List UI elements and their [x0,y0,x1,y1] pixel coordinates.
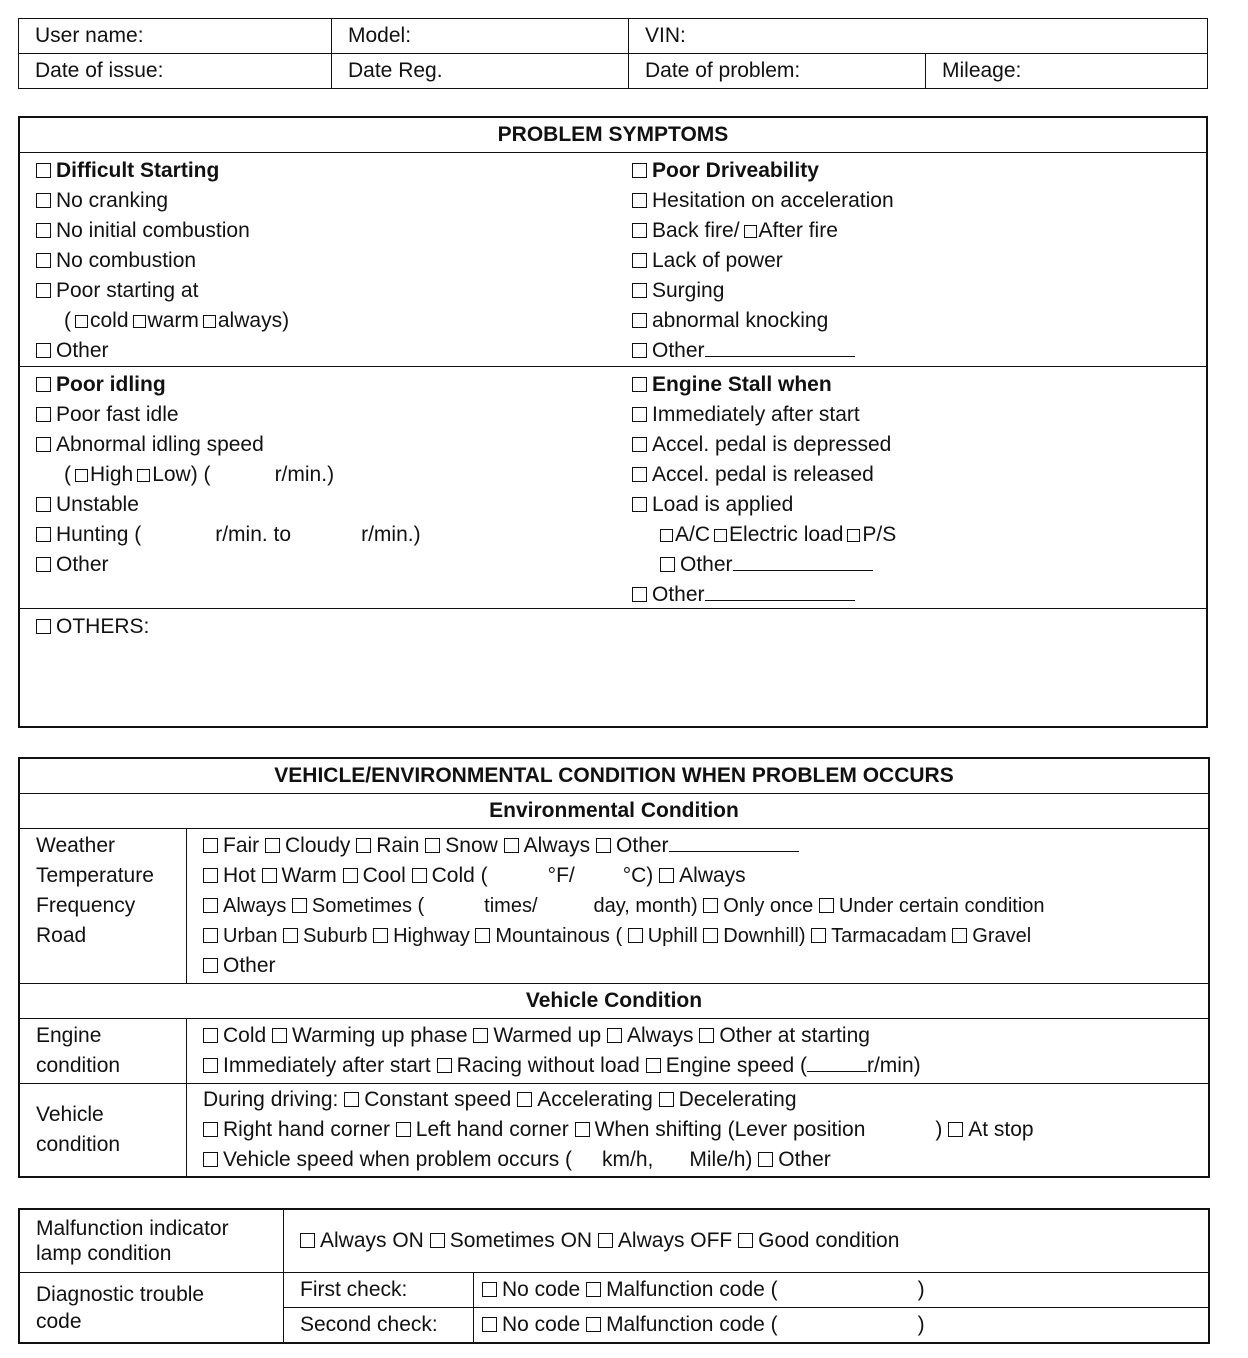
frequency-row: Always Sometimes ( times/ day, month) Only once Under certain condition [187,891,1208,921]
under-certain-checkbox[interactable] [819,898,834,913]
second-malfunction-code-checkbox[interactable] [586,1317,601,1332]
driveability-other-blank[interactable] [705,356,855,357]
temperature-row: Hot Warm Cool Cold ( °F/ °C) Always [187,861,1208,891]
constant-speed-checkbox[interactable] [344,1092,359,1107]
vehicle-speed-checkbox[interactable] [203,1152,218,1167]
snow-checkbox[interactable] [425,838,440,853]
eng-always-checkbox[interactable] [607,1028,622,1043]
hunting-checkbox[interactable] [36,527,51,542]
load-other-blank[interactable] [733,570,873,571]
racing-checkbox[interactable] [437,1058,452,1073]
mountainous-checkbox[interactable] [475,928,490,943]
high-checkbox[interactable] [75,469,88,482]
gravel-checkbox[interactable] [952,928,967,943]
date-reg-field[interactable]: Date Reg. [332,54,629,89]
vehicle-environmental-table [18,757,1210,1178]
eng-cold-checkbox[interactable] [203,1028,218,1043]
poor-driveability-checkbox[interactable] [632,163,647,178]
no-combustion-checkbox[interactable] [36,253,51,268]
accel-released-checkbox[interactable] [632,467,647,482]
road-row: Urban Suburb Highway Mountainous ( Uphill Downhill) Tarmacadam Gravel [187,921,1208,951]
highway-checkbox[interactable] [373,928,388,943]
header-table [18,18,1208,89]
divider [20,366,1206,367]
after-fire-checkbox[interactable] [744,225,757,238]
warming-up-checkbox[interactable] [272,1028,287,1043]
vehicle-condition-title: Vehicle Condition [19,984,1209,1019]
stall-other-checkbox[interactable] [632,587,647,602]
second-check-values: No code Malfunction code ( ) [474,1308,1210,1344]
sometimes-checkbox[interactable] [292,898,307,913]
at-stop-checkbox[interactable] [948,1122,963,1137]
surging-checkbox[interactable] [632,283,647,298]
poor-fast-idle-checkbox[interactable] [36,407,51,422]
right-corner-checkbox[interactable] [203,1122,218,1137]
first-no-code-checkbox[interactable] [482,1282,497,1297]
cold-checkbox[interactable] [412,868,427,883]
user-name-field[interactable]: User name: [19,19,332,54]
second-check-label: Second check: [284,1308,474,1344]
warm-checkbox[interactable] [262,868,277,883]
always-off-checkbox[interactable] [598,1233,613,1248]
freq-always-checkbox[interactable] [203,898,218,913]
cool-checkbox[interactable] [343,868,358,883]
accelerating-checkbox[interactable] [517,1092,532,1107]
only-once-checkbox[interactable] [703,898,718,913]
engine-speed-checkbox[interactable] [646,1058,661,1073]
warmed-up-checkbox[interactable] [473,1028,488,1043]
engine-stall-group: Engine Stall when Immediately after start Accel. pedal is depressed Accel. pedal is released Load is applied A/C Electric load P/S Other Other [632,370,896,610]
poor-starting-checkbox[interactable] [36,283,51,298]
temp-always-checkbox[interactable] [659,868,674,883]
cold-checkbox[interactable] [75,315,88,328]
low-checkbox[interactable] [137,469,150,482]
hesitation-checkbox[interactable] [632,193,647,208]
ps-checkbox[interactable] [847,529,860,542]
abnormal-idling-speed-checkbox[interactable] [36,437,51,452]
first-check-label: First check: [284,1273,474,1308]
weather-other-checkbox[interactable] [596,838,611,853]
difficult-starting-checkbox[interactable] [36,163,51,178]
first-malfunction-code-checkbox[interactable] [586,1282,601,1297]
road-other-row: Other [187,951,1208,981]
divider [20,608,1206,609]
load-applied-checkbox[interactable] [632,497,647,512]
electric-load-checkbox[interactable] [714,529,727,542]
vehicle-condition-label: Vehicle condition [19,1084,187,1178]
always-checkbox[interactable] [203,315,216,328]
other-at-starting-checkbox[interactable] [699,1028,714,1043]
env-condition-title: Environmental Condition [19,794,1209,829]
left-corner-checkbox[interactable] [396,1122,411,1137]
urban-checkbox[interactable] [203,928,218,943]
ac-checkbox[interactable] [660,529,673,542]
back-fire-checkbox[interactable] [632,223,647,238]
sometimes-on-checkbox[interactable] [430,1233,445,1248]
poor-idling-checkbox[interactable] [36,377,51,392]
problem-symptoms-section [18,116,1208,728]
cloudy-checkbox[interactable] [265,838,280,853]
env-values [187,829,1210,984]
lack-of-power-checkbox[interactable] [632,253,647,268]
first-check-values: No code Malfunction code ( ) [474,1273,1210,1308]
idling-other-checkbox[interactable] [36,557,51,572]
mil-label: Malfunction indicator lamp condition [19,1209,284,1273]
rain-checkbox[interactable] [356,838,371,853]
abnormal-knocking-checkbox[interactable] [632,313,647,328]
always-on-checkbox[interactable] [300,1233,315,1248]
env-labels: Weather Temperature Frequency Road [19,829,187,984]
accel-depressed-checkbox[interactable] [632,437,647,452]
suburb-checkbox[interactable] [283,928,298,943]
dtc-label: Diagnostic trouble code [19,1273,284,1344]
mil-values: Always ON Sometimes ON Always OFF Good condition [284,1209,1210,1273]
warm-checkbox[interactable] [133,315,146,328]
second-no-code-checkbox[interactable] [482,1317,497,1332]
good-condition-checkbox[interactable] [738,1233,753,1248]
unstable-checkbox[interactable] [36,497,51,512]
vehicle-env-title: VEHICLE/ENVIRONMENTAL CONDITION WHEN PROBLEM OCCURS [19,758,1209,794]
hot-checkbox[interactable] [203,868,218,883]
stall-other-blank[interactable] [705,600,855,601]
difficult-starting-group: Difficult Starting No cranking No initial combustion No combustion Poor starting at ( cold warm always) Other [36,156,289,366]
mileage-field[interactable]: Mileage: [926,54,1208,89]
weather-row: Fair Cloudy Rain Snow Always Other [187,831,1208,861]
no-initial-combustion-checkbox[interactable] [36,223,51,238]
imm-after-start-checkbox[interactable] [203,1058,218,1073]
load-other-checkbox[interactable] [660,557,675,572]
problem-symptoms-title: PROBLEM SYMPTOMS [20,118,1206,153]
weather-other-blank[interactable] [669,851,799,852]
weather-always-checkbox[interactable] [504,838,519,853]
road-other-checkbox[interactable] [203,958,218,973]
others-group: OTHERS: [36,612,149,642]
poor-idling-group: Poor idling Poor fast idle Abnormal idling speed ( High Low) ( r/min.) Unstable Hunting ( r/min. to r/min.) Other [36,370,421,580]
malfunction-table [18,1208,1210,1344]
decelerating-checkbox[interactable] [659,1092,674,1107]
no-cranking-checkbox[interactable] [36,193,51,208]
uphill-checkbox[interactable] [628,928,643,943]
driveability-other-checkbox[interactable] [632,343,647,358]
vin-field[interactable]: VIN: [629,19,1208,54]
poor-driveability-group: Poor Driveability Hesitation on acceleration Back fire/ After fire Lack of power Surging abnormal knocking Other [632,156,894,366]
when-shifting-checkbox[interactable] [575,1122,590,1137]
engine-stall-checkbox[interactable] [632,377,647,392]
downhill-checkbox[interactable] [703,928,718,943]
fair-checkbox[interactable] [203,838,218,853]
date-of-issue-field[interactable]: Date of issue: [19,54,332,89]
engine-condition-values: Cold Warming up phase Warmed up Always Other at starting Immediately after start Racing without load Engine speed ( r/min) [187,1019,1210,1084]
tarmacadam-checkbox[interactable] [811,928,826,943]
others-checkbox[interactable] [36,619,51,634]
model-field[interactable]: Model: [332,19,629,54]
vehicle-condition-values: During driving: Constant speed Accelerating Decelerating Right hand corner Left hand corner When shifting (Lever position ) At stop Vehicle speed when problem occurs ( km/h, Mile/h) Other [187,1084,1210,1178]
veh-other-checkbox[interactable] [758,1152,773,1167]
starting-other-checkbox[interactable] [36,343,51,358]
engine-speed-blank[interactable] [807,1071,867,1072]
date-of-problem-field[interactable]: Date of problem: [629,54,926,89]
immediately-after-start-checkbox[interactable] [632,407,647,422]
engine-condition-label: Engine condition [19,1019,187,1084]
